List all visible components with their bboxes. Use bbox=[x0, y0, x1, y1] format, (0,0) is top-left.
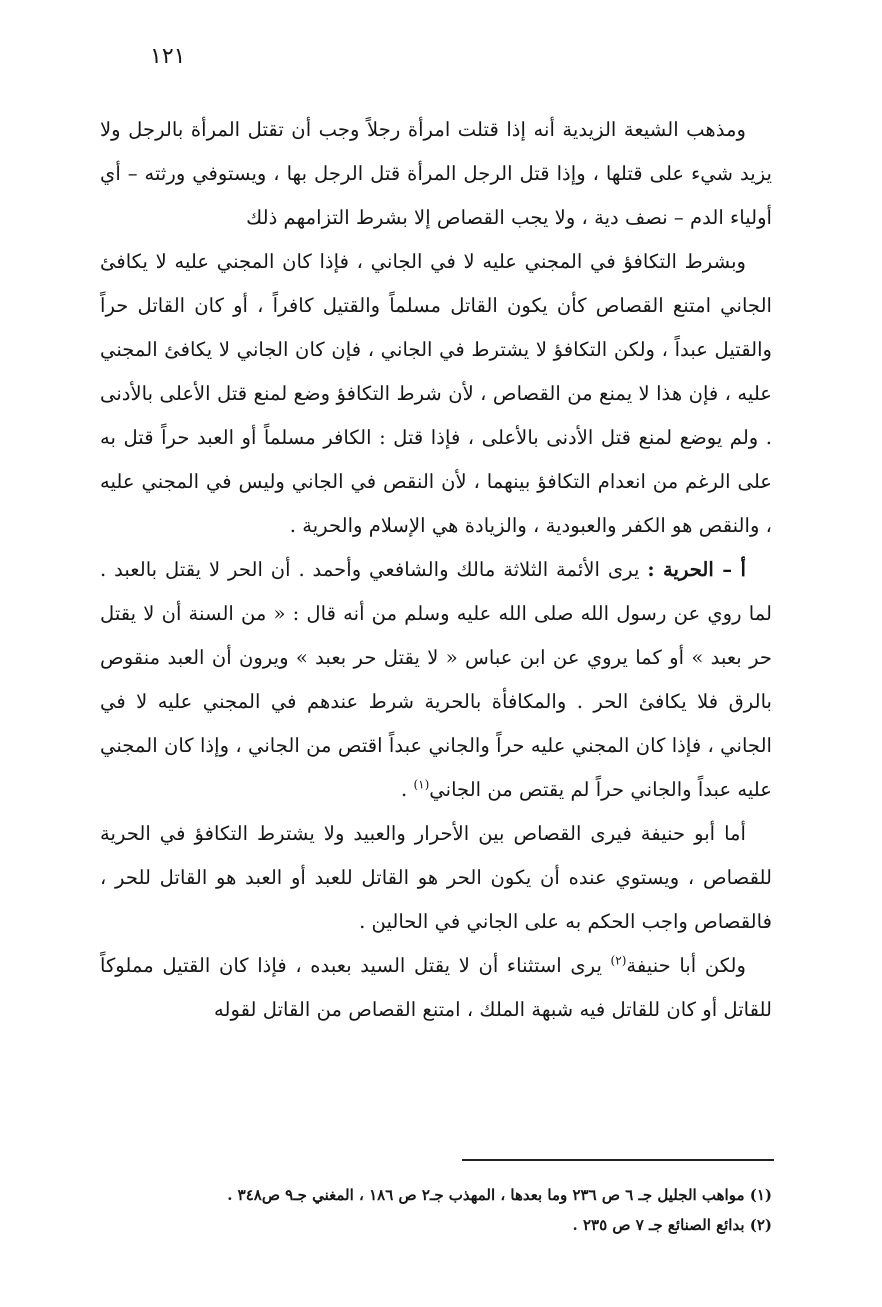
footnote-divider bbox=[462, 1159, 774, 1161]
footnote-ref-2[interactable]: (٢) bbox=[610, 953, 627, 968]
paragraph-exception-start: ولكن أبا حنيفة bbox=[626, 954, 746, 977]
paragraph-freedom-tail: . bbox=[401, 778, 414, 801]
footnote-1: (١) مواهب الجليل جـ ٦ ص ٢٣٦ وما بعدها ، المهذب جـ٢ ص ١٨٦ ، المغني جـ٩ ص٣٤٨ . bbox=[227, 1186, 772, 1204]
paragraph-equivalence-condition: وبشرط التكافؤ في المجني عليه لا في الجاني ، فإذا كان المجني عليه لا يكافئ الجاني امتنع القصاص كأن يكون القاتل مسلماً والقتيل كافراً ، أو كان القاتل حراً والقتيل عبداً ، ولكن التكافؤ لا يشترط في الجاني ، فإن كان الجاني لا يكافئ المجني عليه ، فإن هذا لا يمنع من القصاص ، لأن شرط التكافؤ وضع لمنع قتل الأعلى بالأدنى . ولم يوضع لمنع قتل الأدنى بالأعلى ، فإذا قتل : الكافر مسلماً أو العبد حراً قتل به على الرغم من انعدام التكافؤ بينهما ، لأن النقص في الجاني وليس في المجني عليه ، والنقص هو الكفر والعبودية ، والزيادة هي الإسلام والحرية . bbox=[100, 250, 772, 537]
main-text bbox=[100, 108, 772, 1032]
paragraph-zaydi-doctrine: ومذهب الشيعة الزيدية أنه إذا قتلت امرأة رجلاً وجب أن تقتل المرأة بالرجل ولا يزيد شيء على قتلها ، وإذا قتل الرجل المرأة قتل الرجل بها ، ويستوفي ورثته – أي أولياء الدم – نصف دية ، ولا يجب القصاص إلا بشرط التزامهم ذلك bbox=[100, 118, 772, 229]
footnote-ref-1[interactable]: (١) bbox=[413, 777, 430, 792]
paragraph-freedom bbox=[100, 548, 772, 812]
footnote-2: (٢) بدائع الصنائع جـ ٧ ص ٢٣٥ . bbox=[572, 1216, 772, 1234]
page-number: ١٢١ bbox=[150, 44, 186, 69]
section-heading-freedom: أ – الحرية : bbox=[647, 558, 746, 581]
paragraph-abu-hanifa: أما أبو حنيفة فيرى القصاص بين الأحرار والعبيد ولا يشترط التكافؤ في الحرية للقصاص ، ويستوي عنده أن يكون الحر هو القاتل للعبد أو العبد هو القاتل للحر ، فالقصاص واجب الحكم به على الجاني في الحالين . bbox=[100, 822, 772, 933]
paragraph-exception bbox=[100, 944, 772, 1032]
paragraph-exception-rest: يرى استثناء أن لا يقتل السيد بعبده ، فإذا كان القتيل مملوكاً للقاتل أو كان للقاتل فيه شبهة الملك ، امتنع القصاص من القاتل لقوله bbox=[100, 954, 772, 1021]
footnotes bbox=[100, 1180, 772, 1240]
paragraph-freedom-text: يرى الأئمة الثلاثة مالك والشافعي وأحمد . أن الحر لا يقتل بالعبد . لما روي عن رسول الله صلى الله عليه وسلم من أنه قال : « من السنة أن لا يقتل حر بعبد » أو كما يروي عن ابن عباس « لا يقتل حر بعبد » ويرون أن العبد منقوص بالرق فلا يكافئ الحر . والمكافأة بالحرية شرط عندهم في المجني عليه لا في الجاني ، فإذا كان المجني عليه حراً والجاني عبداً اقتص من الجاني ، وإذا كان المجني عليه عبداً والجاني حراً لم يقتص من الجاني bbox=[100, 558, 772, 801]
